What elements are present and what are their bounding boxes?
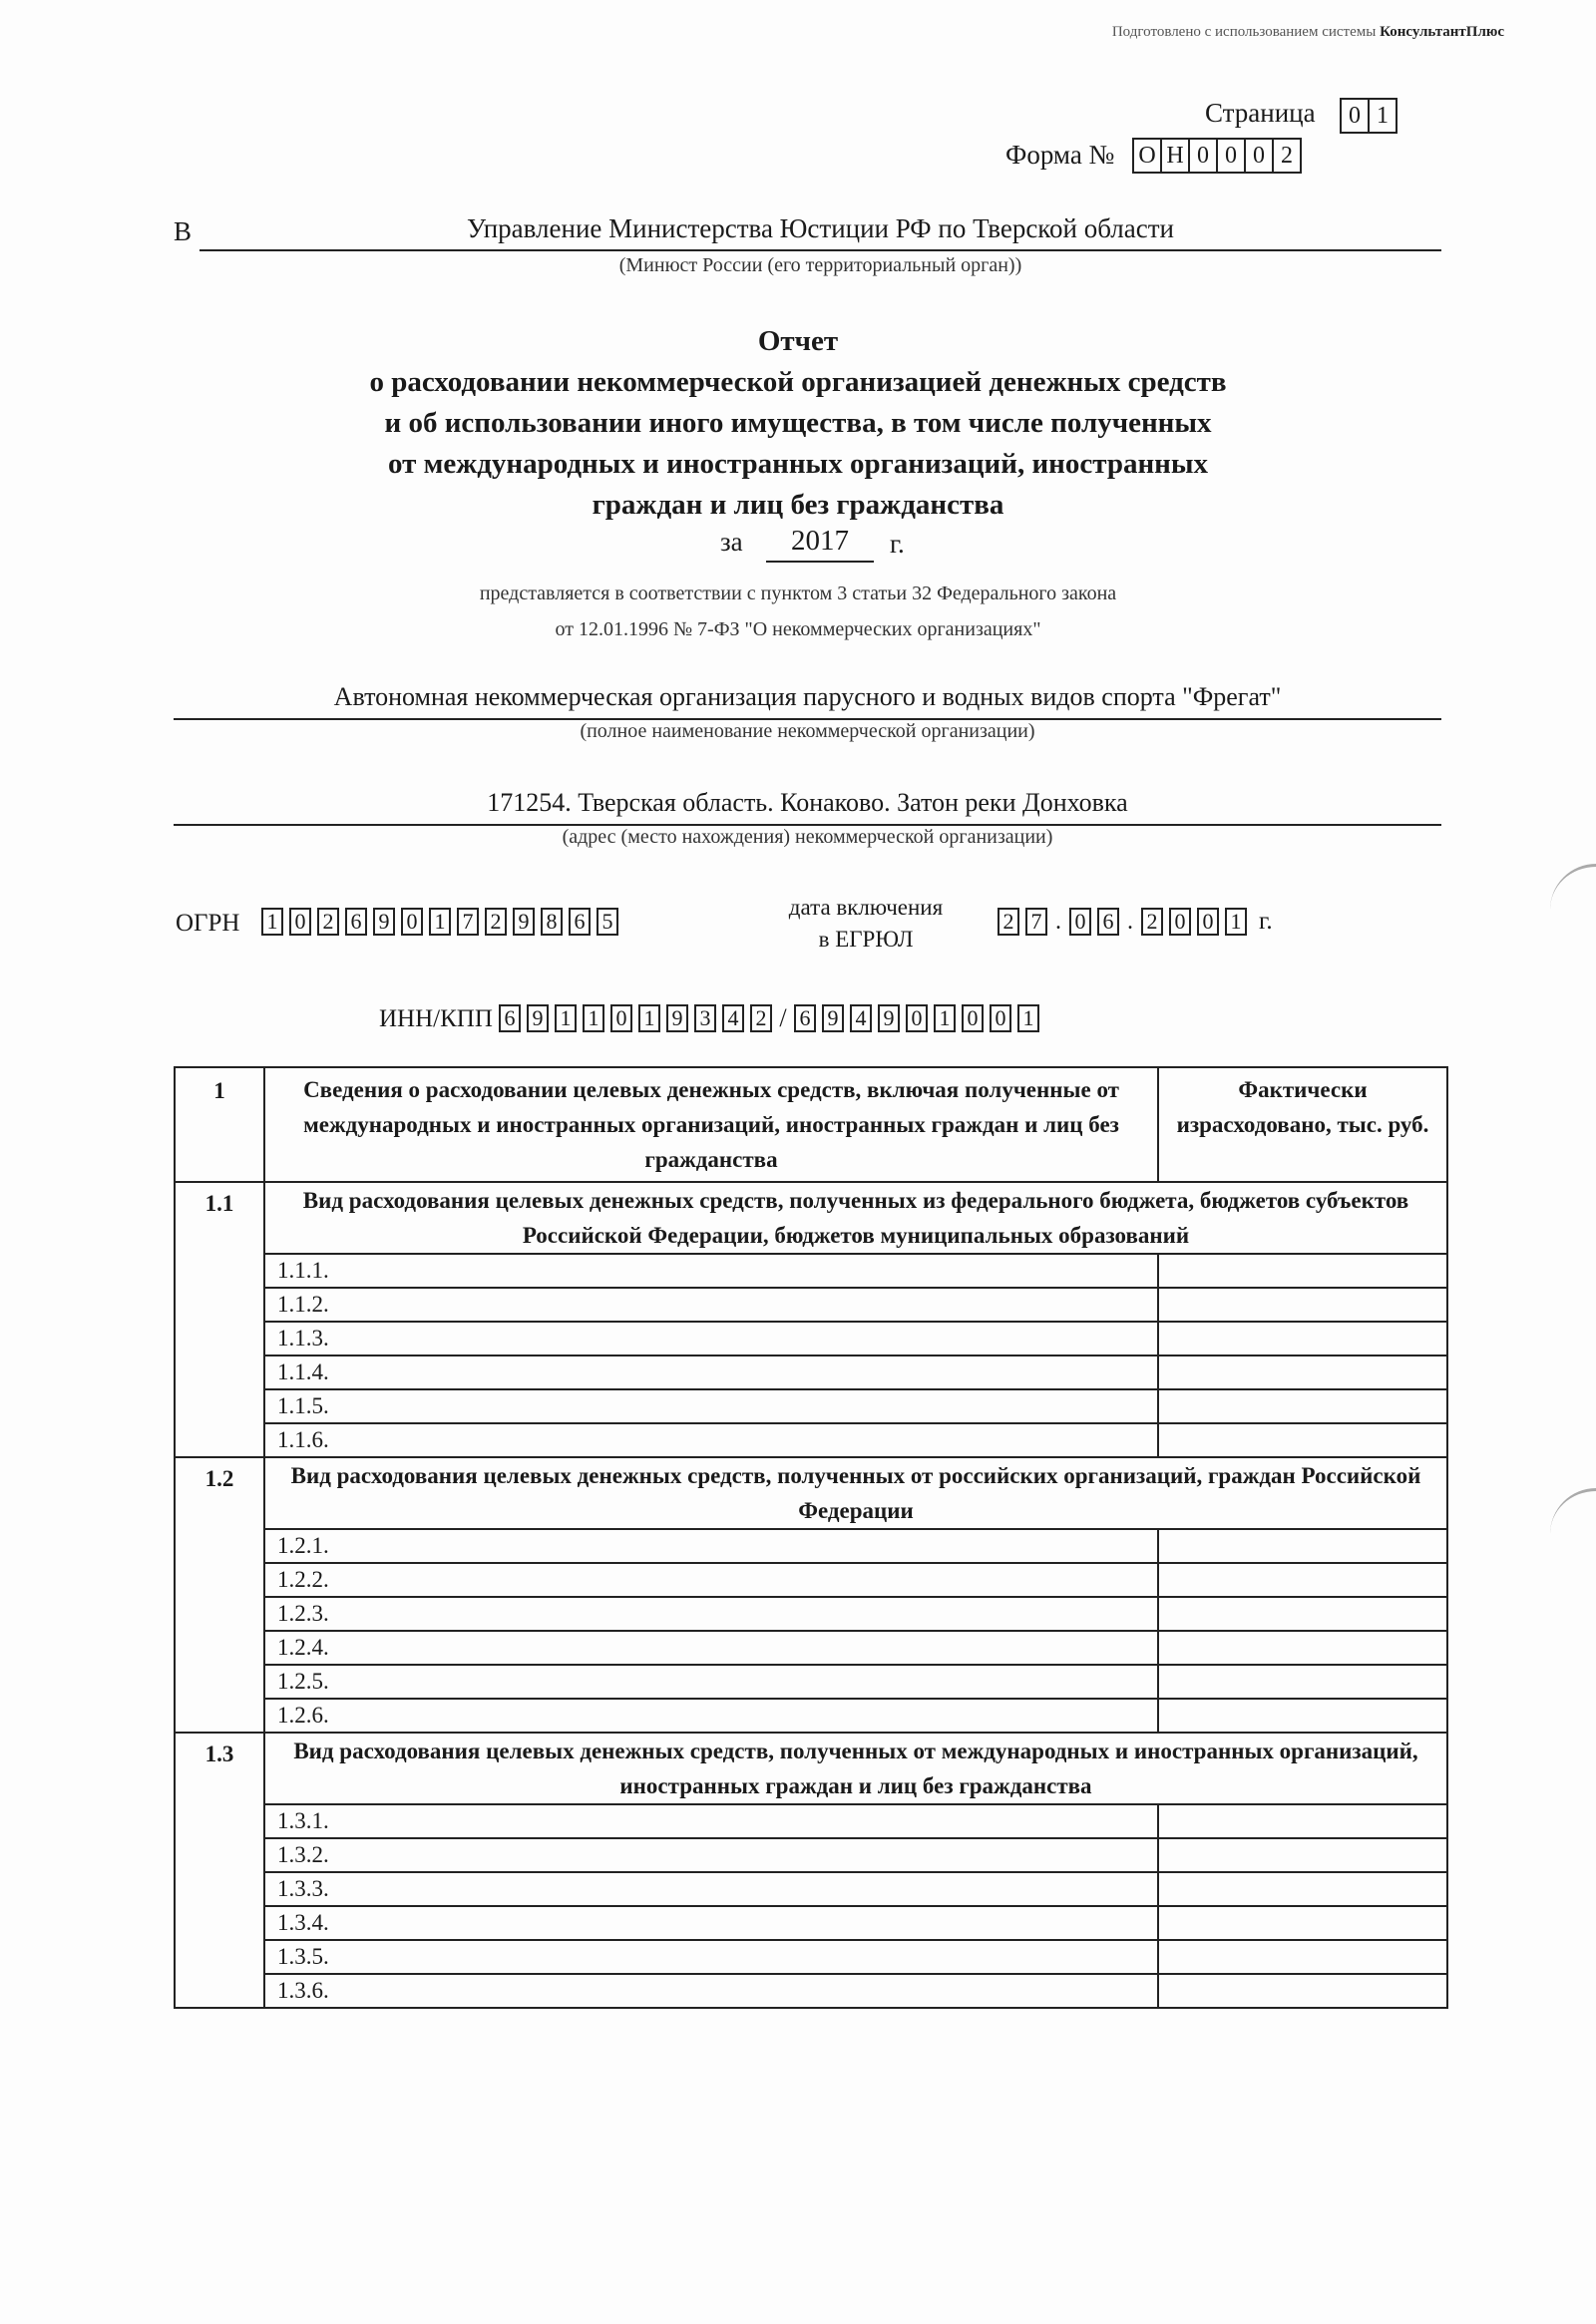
row-label: 1.3.4. xyxy=(264,1906,1158,1940)
section-title: Вид расходования целевых денежных средств, полученных из федерального бюджета, бюджетов субъектов Российской Федерации, бюджетов муниципальных образований xyxy=(264,1182,1447,1254)
amount-cell[interactable] xyxy=(1158,1631,1447,1665)
amount-cell[interactable] xyxy=(1158,1665,1447,1699)
year-prefix: за xyxy=(720,527,743,557)
table-row xyxy=(175,1529,1447,1563)
row-label: 1.3.5. xyxy=(264,1940,1158,1974)
ogrn-digit: 1 xyxy=(429,908,451,936)
section-title: Вид расходования целевых денежных средств, полученных от международных и иностранных организаций, иностранных граждан и лиц без гражданства xyxy=(264,1733,1447,1804)
table-row xyxy=(175,1838,1447,1872)
kpp-digit: 4 xyxy=(850,1004,872,1032)
egrul-label xyxy=(776,892,956,956)
date-digit: 1 xyxy=(1225,908,1247,936)
egrul-date-cells xyxy=(998,908,1273,936)
row-label: 1.3.3. xyxy=(264,1872,1158,1906)
row-label: 1.1.4. xyxy=(264,1356,1158,1389)
title-line: граждан и лиц без гражданства xyxy=(592,489,1004,521)
form-label: Форма № xyxy=(1005,140,1115,170)
kpp-digit: 1 xyxy=(1017,1004,1039,1032)
table-row xyxy=(175,1563,1447,1597)
kpp-digit: 0 xyxy=(990,1004,1011,1032)
table-row xyxy=(175,1356,1447,1389)
amount-cell[interactable] xyxy=(1158,1389,1447,1423)
title-line: и об использовании иного имущества, в том числе полученных xyxy=(384,407,1212,439)
date-separator: . xyxy=(1127,908,1133,935)
inn-kpp-label: ИНН/КПП xyxy=(379,1005,493,1032)
kpp-digit: 6 xyxy=(794,1004,816,1032)
date-digit: 0 xyxy=(1197,908,1219,936)
kpp-digit: 0 xyxy=(906,1004,928,1032)
egrul-label-line-2: в ЕГРЮЛ xyxy=(818,927,914,952)
title-line: о расходовании некоммерческой организацией денежных средств xyxy=(369,366,1227,398)
section-num: 1.2 xyxy=(175,1457,264,1733)
inn-digit: 3 xyxy=(694,1004,716,1032)
title-line: от международных и иностранных организаций, иностранных xyxy=(387,448,1209,480)
inn-digit: 2 xyxy=(750,1004,772,1032)
row-label: 1.2.3. xyxy=(264,1597,1158,1631)
row-label: 1.1.2. xyxy=(264,1288,1158,1322)
ogrn-digit: 2 xyxy=(317,908,339,936)
row-label: 1.1.5. xyxy=(264,1389,1158,1423)
table-row xyxy=(175,1804,1447,1838)
form-code-cells xyxy=(1134,138,1302,174)
basis-line-2: от 12.01.1996 № 7-ФЗ "О некоммерческих организациях" xyxy=(555,618,1041,640)
amount-cell[interactable] xyxy=(1158,1529,1447,1563)
kpp-digit: 9 xyxy=(822,1004,844,1032)
binder-hole-mark xyxy=(1550,864,1596,911)
amount-cell[interactable] xyxy=(1158,1974,1447,2008)
report-title xyxy=(0,321,1596,526)
kpp-digit: 1 xyxy=(934,1004,956,1032)
section-num: 1.1 xyxy=(175,1182,264,1457)
expenditure-table xyxy=(174,1066,1448,2009)
amount-cell[interactable] xyxy=(1158,1699,1447,1733)
addressee-prefix: В xyxy=(174,216,193,246)
section-num: 1.3 xyxy=(175,1733,264,2008)
table-row xyxy=(175,1631,1447,1665)
ogrn-digit: 0 xyxy=(289,908,311,936)
amount-cell[interactable] xyxy=(1158,1322,1447,1356)
inn-kpp-cells xyxy=(499,1003,1045,1033)
amount-cell[interactable] xyxy=(1158,1254,1447,1288)
table-row xyxy=(175,1389,1447,1423)
table-row xyxy=(175,1940,1447,1974)
table-row xyxy=(175,1423,1447,1457)
inn-digit: 9 xyxy=(666,1004,688,1032)
egrul-label-line-1: дата включения xyxy=(788,895,944,920)
section-title: Вид расходования целевых денежных средств, полученных от российских организаций, граждан Российской Федерации xyxy=(264,1457,1447,1529)
table-row xyxy=(175,1906,1447,1940)
table-row xyxy=(175,1322,1447,1356)
amount-cell[interactable] xyxy=(1158,1356,1447,1389)
amount-cell[interactable] xyxy=(1158,1423,1447,1457)
ogrn-digit: 9 xyxy=(513,908,535,936)
header-text: Сведения о расходовании целевых денежных средств, включая полученные от международных и иностранных организаций, иностранных граждан и лиц без гражданства xyxy=(264,1067,1158,1182)
date-separator: . xyxy=(1055,908,1061,935)
inn-digit: 1 xyxy=(555,1004,577,1032)
egrul-year-suffix: г. xyxy=(1259,908,1273,935)
inn-kpp-separator: / xyxy=(779,1003,787,1032)
addressee-value: Управление Министерства Юстиции РФ по Тверской области xyxy=(200,213,1441,251)
table-header-row xyxy=(175,1067,1447,1182)
page-digit: 0 xyxy=(1340,98,1370,134)
date-digit: 2 xyxy=(998,908,1019,936)
row-label: 1.2.2. xyxy=(264,1563,1158,1597)
date-digit: 0 xyxy=(1069,908,1091,936)
page-number-cells xyxy=(1342,98,1397,134)
ogrn-digit: 6 xyxy=(569,908,591,936)
consultant-brand: КонсультантПлюс xyxy=(1380,24,1504,40)
row-label: 1.1.1. xyxy=(264,1254,1158,1288)
basis-line-1: представляется в соответствии с пунктом 3 статьи 32 Федерального закона xyxy=(479,582,1117,604)
amount-cell[interactable] xyxy=(1158,1906,1447,1940)
inn-digit: 4 xyxy=(722,1004,744,1032)
ogrn-digit: 2 xyxy=(485,908,507,936)
consultant-note-prefix: Подготовлено с использованием системы xyxy=(1111,24,1377,40)
inn-digit: 1 xyxy=(583,1004,604,1032)
row-label: 1.1.3. xyxy=(264,1322,1158,1356)
section-row xyxy=(175,1457,1447,1529)
amount-cell[interactable] xyxy=(1158,1872,1447,1906)
form-code-char: 0 xyxy=(1188,138,1218,174)
amount-cell[interactable] xyxy=(1158,1940,1447,1974)
row-label: 1.2.1. xyxy=(264,1529,1158,1563)
table-row xyxy=(175,1665,1447,1699)
ogrn-digit: 0 xyxy=(401,908,423,936)
row-label: 1.1.6. xyxy=(264,1423,1158,1457)
ogrn-label: ОГРН xyxy=(176,910,240,937)
ogrn-digit: 1 xyxy=(261,908,283,936)
binder-hole-mark xyxy=(1550,1488,1596,1535)
header-amount: Фактически израсходовано, тыс. руб. xyxy=(1158,1067,1447,1182)
year-suffix: г. xyxy=(890,529,905,559)
table-row xyxy=(175,1597,1447,1631)
inn-digit: 9 xyxy=(527,1004,549,1032)
date-digit: 2 xyxy=(1141,908,1163,936)
table-row xyxy=(175,1288,1447,1322)
row-label: 1.3.2. xyxy=(264,1838,1158,1872)
ogrn-digit: 6 xyxy=(345,908,367,936)
page-digit: 1 xyxy=(1368,98,1397,134)
organization-address: 171254. Тверская область. Конаково. Затон реки Донховка xyxy=(174,788,1441,826)
kpp-digit: 9 xyxy=(878,1004,900,1032)
kpp-digit: 0 xyxy=(962,1004,984,1032)
report-year: 2017 xyxy=(766,525,874,563)
amount-cell[interactable] xyxy=(1158,1838,1447,1872)
ogrn-digit: 9 xyxy=(373,908,395,936)
row-label: 1.2.5. xyxy=(264,1665,1158,1699)
consultant-note xyxy=(1112,24,1504,41)
ogrn-digit: 8 xyxy=(541,908,563,936)
amount-cell[interactable] xyxy=(1158,1804,1447,1838)
page-label: Страница xyxy=(1205,98,1316,128)
form-code-char: Н xyxy=(1160,138,1190,174)
amount-cell[interactable] xyxy=(1158,1597,1447,1631)
inn-digit: 6 xyxy=(499,1004,521,1032)
section-row xyxy=(175,1733,1447,1804)
table-row xyxy=(175,1699,1447,1733)
amount-cell[interactable] xyxy=(1158,1288,1447,1322)
organization-name: Автономная некоммерческая организация парусного и водных видов спорта "Фрегат" xyxy=(174,682,1441,720)
date-digit: 7 xyxy=(1025,908,1047,936)
form-code-char: 2 xyxy=(1272,138,1302,174)
ogrn-cells xyxy=(261,908,618,936)
inn-digit: 0 xyxy=(610,1004,632,1032)
row-label: 1.2.6. xyxy=(264,1699,1158,1733)
row-label: 1.3.6. xyxy=(264,1974,1158,2008)
form-code-char: 0 xyxy=(1244,138,1274,174)
ogrn-digit: 5 xyxy=(597,908,618,936)
date-digit: 6 xyxy=(1097,908,1119,936)
title-line: Отчет xyxy=(757,325,839,357)
organization-name-caption: (полное наименование некоммерческой организации) xyxy=(580,720,1035,742)
ogrn-digit: 7 xyxy=(457,908,479,936)
form-code-char: 0 xyxy=(1216,138,1246,174)
amount-cell[interactable] xyxy=(1158,1563,1447,1597)
header-num: 1 xyxy=(175,1067,264,1182)
form-code-char: О xyxy=(1132,138,1162,174)
date-digit: 0 xyxy=(1169,908,1191,936)
table-row xyxy=(175,1872,1447,1906)
table-row xyxy=(175,1974,1447,2008)
inn-digit: 1 xyxy=(638,1004,660,1032)
section-row xyxy=(175,1182,1447,1254)
row-label: 1.3.1. xyxy=(264,1804,1158,1838)
table-row xyxy=(175,1254,1447,1288)
row-label: 1.2.4. xyxy=(264,1631,1158,1665)
organization-address-caption: (адрес (место нахождения) некоммерческой организации) xyxy=(562,826,1053,848)
addressee-caption: (Минюст России (его территориальный орган)) xyxy=(618,254,1022,276)
